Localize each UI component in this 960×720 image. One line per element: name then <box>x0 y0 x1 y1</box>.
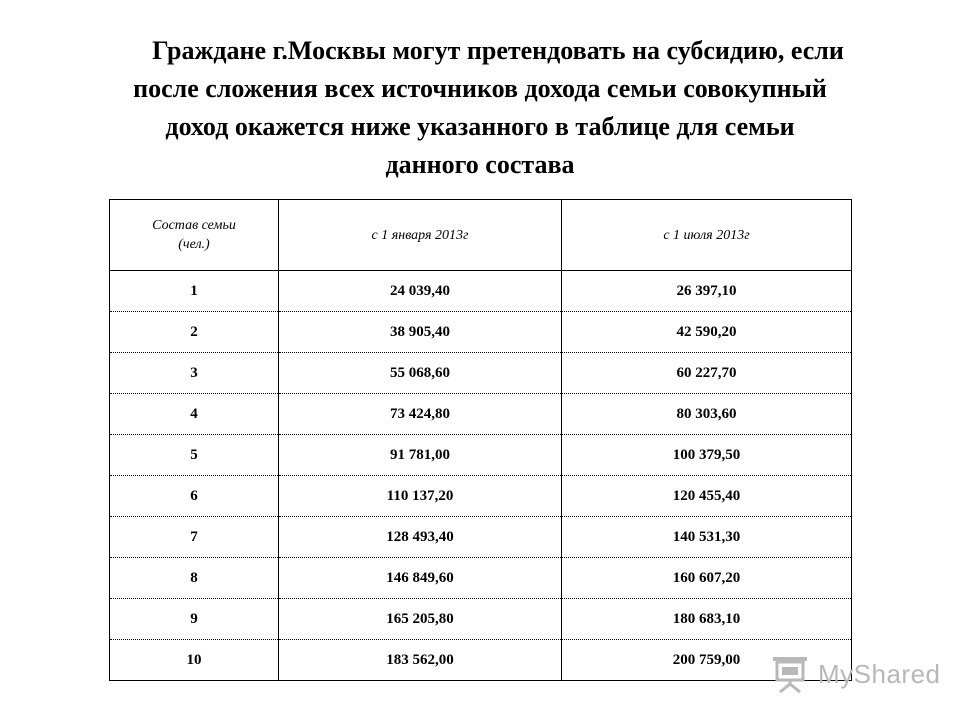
watermark-text: MyShared <box>818 658 941 689</box>
table-row <box>110 271 852 312</box>
cell-income-jan: 73 424,80 <box>279 394 562 435</box>
table-row <box>110 640 852 681</box>
cell-income-jan: 91 781,00 <box>279 435 562 476</box>
cell-income-jan: 146 849,60 <box>279 558 562 599</box>
table-row <box>110 476 852 517</box>
header-family-size <box>110 200 279 271</box>
cell-income-jul: 180 683,10 <box>562 599 852 640</box>
cell-income-jan: 110 137,20 <box>279 476 562 517</box>
cell-income-jul: 200 759,00 <box>562 640 852 681</box>
header-family-size-line1: Состав семьи <box>152 218 236 233</box>
cell-income-jan: 165 205,80 <box>279 599 562 640</box>
cell-family-size: 3 <box>110 353 279 394</box>
table-row <box>110 312 852 353</box>
cell-income-jul: 26 397,10 <box>562 271 852 312</box>
table-row <box>110 435 852 476</box>
table-row <box>110 517 852 558</box>
cell-family-size: 7 <box>110 517 279 558</box>
cell-income-jan: 55 068,60 <box>279 353 562 394</box>
cell-income-jan: 24 039,40 <box>279 271 562 312</box>
title-line-1: Граждане г.Москвы могут претендовать на субсидию, если <box>152 36 844 65</box>
cell-income-jul: 60 227,70 <box>562 353 852 394</box>
header-family-size-line2: (чел.) <box>178 237 210 252</box>
cell-family-size: 5 <box>110 435 279 476</box>
header-jan-2013: с 1 января 2013г <box>279 200 562 271</box>
table-row <box>110 558 852 599</box>
subsidy-table <box>109 199 852 681</box>
cell-family-size: 1 <box>110 271 279 312</box>
title-line-3: доход окажется ниже указанного в таблице для семьи <box>165 112 795 141</box>
cell-family-size: 6 <box>110 476 279 517</box>
cell-family-size: 10 <box>110 640 279 681</box>
table-row <box>110 394 852 435</box>
cell-income-jul: 160 607,20 <box>562 558 852 599</box>
presentation-board-icon <box>768 654 812 694</box>
cell-family-size: 2 <box>110 312 279 353</box>
cell-family-size: 4 <box>110 394 279 435</box>
cell-income-jul: 100 379,50 <box>562 435 852 476</box>
cell-family-size: 9 <box>110 599 279 640</box>
cell-income-jan: 128 493,40 <box>279 517 562 558</box>
table-header-row <box>110 200 852 271</box>
table-row <box>110 353 852 394</box>
cell-family-size: 8 <box>110 558 279 599</box>
cell-income-jul: 80 303,60 <box>562 394 852 435</box>
title-line-4: данного состава <box>385 150 575 179</box>
cell-income-jan: 183 562,00 <box>279 640 562 681</box>
cell-income-jul: 120 455,40 <box>562 476 852 517</box>
header-jul-2013: с 1 июля 2013г <box>562 200 852 271</box>
title-line-2: после сложения всех источников дохода семьи совокупный <box>133 74 827 103</box>
page-title <box>20 32 940 184</box>
watermark-logo <box>768 652 941 696</box>
cell-income-jul: 42 590,20 <box>562 312 852 353</box>
cell-income-jan: 38 905,40 <box>279 312 562 353</box>
cell-income-jul: 140 531,30 <box>562 517 852 558</box>
table-row <box>110 599 852 640</box>
